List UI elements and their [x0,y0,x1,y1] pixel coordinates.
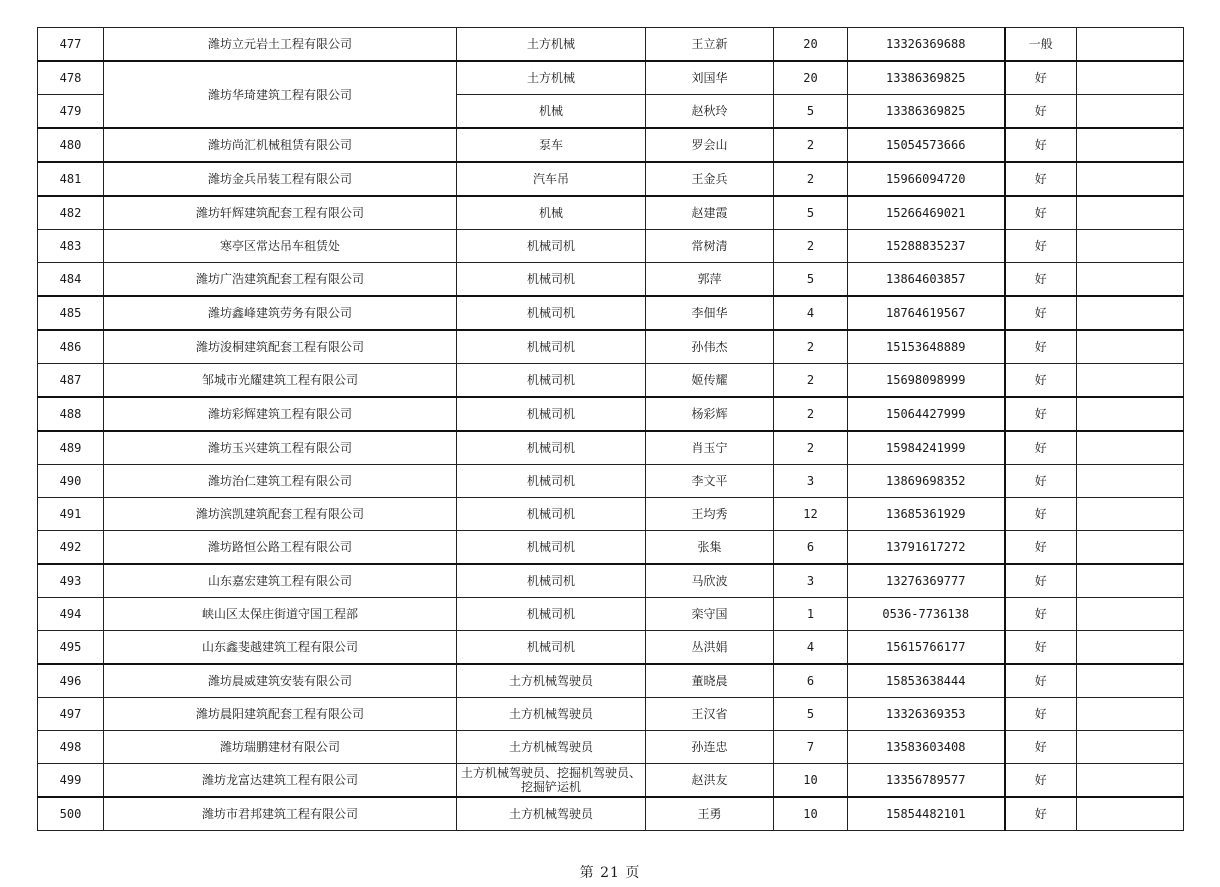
cell-phone: 15054573666 [848,128,1005,162]
cell-equipment-type: 机械司机 [457,498,646,531]
cell-rating: 好 [1005,364,1077,398]
cell-quantity: 2 [774,431,848,465]
cell-company: 寒亭区常达吊车租赁处 [104,230,457,263]
cell-quantity: 7 [774,731,848,764]
cell-company: 山东嘉宏建筑工程有限公司 [104,564,457,598]
cell-quantity: 2 [774,397,848,431]
cell-rating: 好 [1005,431,1077,465]
cell-phone: 13326369353 [848,698,1005,731]
cell-contact: 王均秀 [646,498,774,531]
cell-quantity: 20 [774,28,848,62]
cell-number: 489 [38,431,104,465]
cell-contact: 罗会山 [646,128,774,162]
cell-number: 495 [38,631,104,665]
cell-equipment-type: 机械司机 [457,330,646,364]
cell-quantity: 2 [774,330,848,364]
cell-number: 497 [38,698,104,731]
cell-rating: 好 [1005,162,1077,196]
table-row [38,631,1184,665]
cell-quantity: 10 [774,797,848,831]
cell-rating: 好 [1005,531,1077,565]
cell-quantity: 5 [774,263,848,297]
cell-equipment-type: 机械司机 [457,230,646,263]
cell-equipment-type: 土方机械驾驶员 [457,797,646,831]
cell-note [1077,230,1184,263]
cell-contact: 姬传耀 [646,364,774,398]
table-row [38,764,1184,798]
cell-equipment-type: 机械司机 [457,631,646,665]
cell-number: 499 [38,764,104,798]
cell-company: 潍坊华琦建筑工程有限公司 [104,61,457,128]
cell-rating: 好 [1005,330,1077,364]
contractor-table [37,27,1184,831]
cell-company: 潍坊路恒公路工程有限公司 [104,531,457,565]
cell-phone: 15854482101 [848,797,1005,831]
table-row [38,330,1184,364]
cell-equipment-type: 机械司机 [457,397,646,431]
cell-note [1077,95,1184,129]
cell-equipment-type: 机械司机 [457,364,646,398]
cell-quantity: 4 [774,296,848,330]
cell-quantity: 6 [774,531,848,565]
cell-rating: 好 [1005,631,1077,665]
cell-quantity: 5 [774,196,848,230]
cell-contact: 李文平 [646,465,774,498]
table-row [38,797,1184,831]
cell-contact: 孙伟杰 [646,330,774,364]
cell-rating: 好 [1005,465,1077,498]
cell-note [1077,196,1184,230]
cell-contact: 赵秋玲 [646,95,774,129]
cell-company: 潍坊轩辉建筑配套工程有限公司 [104,196,457,230]
cell-quantity: 5 [774,95,848,129]
cell-contact: 孙连忠 [646,731,774,764]
cell-contact: 王汉省 [646,698,774,731]
cell-rating: 好 [1005,598,1077,631]
cell-number: 492 [38,531,104,565]
cell-rating: 好 [1005,296,1077,330]
cell-company: 潍坊滨凯建筑配套工程有限公司 [104,498,457,531]
cell-equipment-type: 机械司机 [457,598,646,631]
cell-note [1077,28,1184,62]
cell-company: 潍坊晨威建筑安装有限公司 [104,664,457,698]
cell-contact: 刘国华 [646,61,774,95]
cell-note [1077,61,1184,95]
cell-rating: 好 [1005,196,1077,230]
cell-phone: 15266469021 [848,196,1005,230]
cell-quantity: 3 [774,465,848,498]
cell-equipment-type: 机械司机 [457,296,646,330]
cell-phone: 15064427999 [848,397,1005,431]
table-row [38,128,1184,162]
cell-rating: 好 [1005,731,1077,764]
cell-equipment-type: 土方机械驾驶员 [457,731,646,764]
cell-note [1077,330,1184,364]
table-row [38,61,1184,95]
cell-number: 484 [38,263,104,297]
cell-company: 山东鑫斐越建筑工程有限公司 [104,631,457,665]
cell-quantity: 2 [774,162,848,196]
cell-company: 潍坊晨阳建筑配套工程有限公司 [104,698,457,731]
cell-rating: 好 [1005,397,1077,431]
cell-note [1077,764,1184,798]
table-row [38,531,1184,565]
cell-note [1077,431,1184,465]
cell-note [1077,664,1184,698]
cell-phone: 13386369825 [848,61,1005,95]
cell-rating: 一般 [1005,28,1077,62]
cell-phone: 13583603408 [848,731,1005,764]
cell-note [1077,364,1184,398]
cell-contact: 肖玉宁 [646,431,774,465]
cell-number: 486 [38,330,104,364]
cell-contact: 栾守国 [646,598,774,631]
cell-rating: 好 [1005,698,1077,731]
cell-note [1077,498,1184,531]
cell-contact: 常树清 [646,230,774,263]
cell-phone: 15966094720 [848,162,1005,196]
cell-rating: 好 [1005,664,1077,698]
cell-contact: 董晓晨 [646,664,774,698]
cell-rating: 好 [1005,764,1077,798]
cell-rating: 好 [1005,61,1077,95]
cell-note [1077,296,1184,330]
cell-phone: 18764619567 [848,296,1005,330]
cell-phone: 15984241999 [848,431,1005,465]
cell-contact: 王立新 [646,28,774,62]
cell-contact: 杨彩辉 [646,397,774,431]
cell-note [1077,698,1184,731]
cell-number: 488 [38,397,104,431]
cell-note [1077,397,1184,431]
table-row [38,698,1184,731]
cell-equipment-type: 泵车 [457,128,646,162]
cell-note [1077,564,1184,598]
cell-company: 潍坊市君邦建筑工程有限公司 [104,797,457,831]
cell-number: 480 [38,128,104,162]
cell-note [1077,797,1184,831]
cell-quantity: 2 [774,128,848,162]
cell-number: 498 [38,731,104,764]
cell-phone: 13791617272 [848,531,1005,565]
cell-contact: 王勇 [646,797,774,831]
cell-note [1077,631,1184,665]
cell-equipment-type: 土方机械驾驶员、挖掘机驾驶员、挖掘铲运机 [457,764,646,798]
table-row [38,230,1184,263]
cell-equipment-type: 机械司机 [457,564,646,598]
cell-quantity: 1 [774,598,848,631]
cell-number: 479 [38,95,104,129]
cell-phone: 0536-7736138 [848,598,1005,631]
cell-company: 潍坊龙富达建筑工程有限公司 [104,764,457,798]
cell-company: 邹城市光耀建筑工程有限公司 [104,364,457,398]
cell-number: 496 [38,664,104,698]
table-row [38,498,1184,531]
cell-company: 潍坊金兵吊装工程有限公司 [104,162,457,196]
cell-note [1077,531,1184,565]
cell-note [1077,162,1184,196]
table-row [38,196,1184,230]
cell-phone: 13685361929 [848,498,1005,531]
cell-note [1077,128,1184,162]
cell-contact: 赵洪友 [646,764,774,798]
cell-phone: 15288835237 [848,230,1005,263]
cell-note [1077,465,1184,498]
cell-equipment-type: 土方机械驾驶员 [457,698,646,731]
cell-company: 潍坊鑫峰建筑劳务有限公司 [104,296,457,330]
page-number: 第 21 页 [579,865,641,881]
cell-number: 494 [38,598,104,631]
table-row [38,162,1184,196]
cell-equipment-type: 机械司机 [457,531,646,565]
table-row [38,564,1184,598]
cell-phone: 15853638444 [848,664,1005,698]
cell-rating: 好 [1005,498,1077,531]
cell-quantity: 20 [774,61,848,95]
cell-contact: 郭萍 [646,263,774,297]
table-row [38,263,1184,297]
cell-number: 485 [38,296,104,330]
cell-phone: 15698098999 [848,364,1005,398]
cell-quantity: 2 [774,230,848,263]
cell-phone: 13276369777 [848,564,1005,598]
cell-contact: 李佃华 [646,296,774,330]
cell-equipment-type: 土方机械 [457,61,646,95]
cell-company: 潍坊立元岩土工程有限公司 [104,28,457,62]
cell-note [1077,598,1184,631]
cell-equipment-type: 机械司机 [457,465,646,498]
cell-quantity: 2 [774,364,848,398]
cell-rating: 好 [1005,95,1077,129]
table-row [38,296,1184,330]
cell-contact: 赵建霞 [646,196,774,230]
cell-phone: 15615766177 [848,631,1005,665]
cell-equipment-type: 土方机械 [457,28,646,62]
cell-phone: 13356789577 [848,764,1005,798]
cell-number: 477 [38,28,104,62]
table-row [38,397,1184,431]
cell-contact: 张集 [646,531,774,565]
cell-quantity: 3 [774,564,848,598]
table-row [38,364,1184,398]
cell-phone: 13386369825 [848,95,1005,129]
cell-phone: 15153648889 [848,330,1005,364]
cell-equipment-type: 机械司机 [457,431,646,465]
table-body [38,28,1184,831]
cell-quantity: 6 [774,664,848,698]
cell-phone: 13869698352 [848,465,1005,498]
cell-company: 潍坊治仁建筑工程有限公司 [104,465,457,498]
cell-rating: 好 [1005,230,1077,263]
cell-company: 潍坊广浩建筑配套工程有限公司 [104,263,457,297]
cell-number: 483 [38,230,104,263]
cell-rating: 好 [1005,263,1077,297]
cell-quantity: 12 [774,498,848,531]
cell-quantity: 4 [774,631,848,665]
cell-quantity: 5 [774,698,848,731]
cell-company: 潍坊尚汇机械租赁有限公司 [104,128,457,162]
cell-number: 481 [38,162,104,196]
cell-company: 潍坊浚桐建筑配套工程有限公司 [104,330,457,364]
cell-contact: 马欣波 [646,564,774,598]
cell-equipment-type: 机械司机 [457,263,646,297]
cell-equipment-type: 机械 [457,196,646,230]
cell-company: 峡山区太保庄街道守国工程部 [104,598,457,631]
cell-quantity: 10 [774,764,848,798]
cell-rating: 好 [1005,564,1077,598]
cell-contact: 丛洪娟 [646,631,774,665]
cell-company: 潍坊彩辉建筑工程有限公司 [104,397,457,431]
cell-number: 487 [38,364,104,398]
cell-company: 潍坊瑞鹏建材有限公司 [104,731,457,764]
cell-company: 潍坊玉兴建筑工程有限公司 [104,431,457,465]
table-row [38,598,1184,631]
table-row [38,431,1184,465]
table-row [38,731,1184,764]
cell-phone: 13326369688 [848,28,1005,62]
cell-equipment-type: 机械 [457,95,646,129]
table-row [38,664,1184,698]
cell-number: 478 [38,61,104,95]
cell-number: 491 [38,498,104,531]
table-row [38,465,1184,498]
cell-equipment-type: 汽车吊 [457,162,646,196]
table-row [38,28,1184,62]
cell-number: 482 [38,196,104,230]
cell-phone: 13864603857 [848,263,1005,297]
cell-number: 500 [38,797,104,831]
cell-number: 493 [38,564,104,598]
cell-note [1077,263,1184,297]
cell-equipment-type: 土方机械驾驶员 [457,664,646,698]
cell-number: 490 [38,465,104,498]
cell-contact: 王金兵 [646,162,774,196]
cell-rating: 好 [1005,128,1077,162]
cell-rating: 好 [1005,797,1077,831]
cell-note [1077,731,1184,764]
